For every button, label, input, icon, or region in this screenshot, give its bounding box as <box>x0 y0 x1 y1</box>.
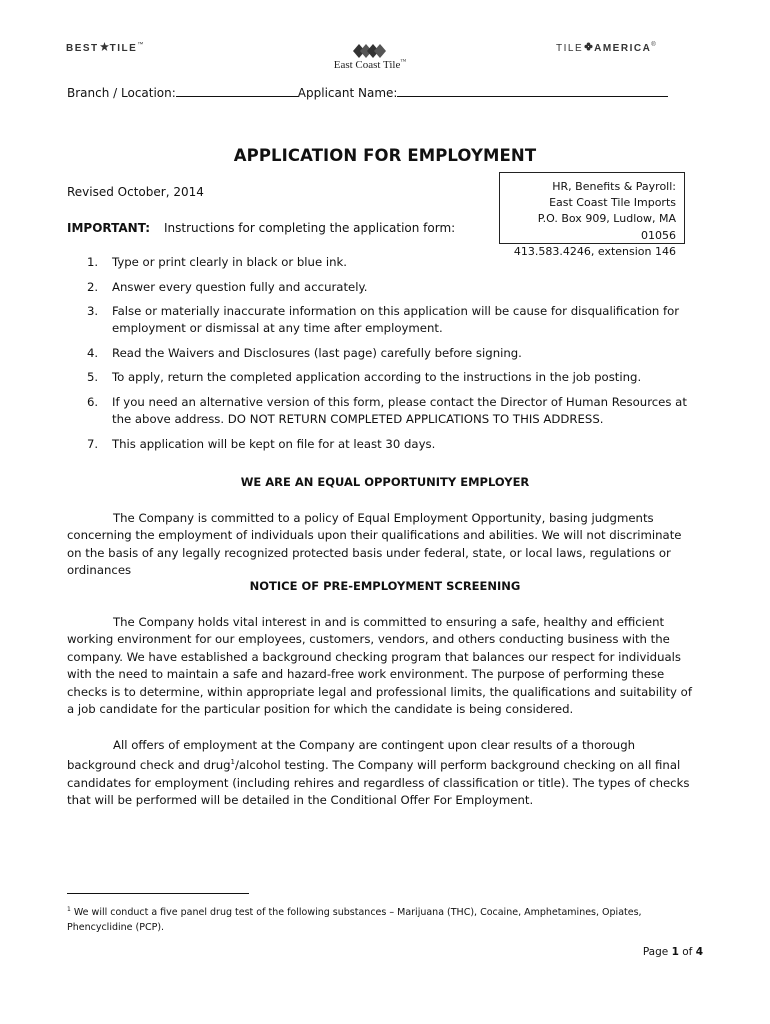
list-item-text: This application will be kept on file for at least 30 days. <box>112 436 436 451</box>
best-tile-logo <box>66 42 145 54</box>
list-item-number: 4. <box>87 345 99 360</box>
logo-right-tm: ® <box>651 42 658 48</box>
header-fields-row <box>67 84 668 100</box>
list-item-number: 1. <box>87 255 99 269</box>
screening-paragraph-2 <box>67 737 697 810</box>
footnote-text: We will conduct a five panel drug test of the following substances – Marijuana (THC), Cocaine, Amphetamines, Opiates, Phencyclidine (PCP). <box>67 907 642 934</box>
screening-p2-text-a: All offers of employment at the Company are contingent upon clear results of a thorough background check and drug <box>67 738 636 773</box>
important-line <box>67 221 455 235</box>
list-item-number: 3. <box>87 304 99 319</box>
branch-label: Branch / Location: <box>67 86 176 100</box>
tile-america-logo <box>556 42 657 54</box>
list-item-text: To apply, return the completed application according to the instructions in the job posting. <box>112 370 642 385</box>
page-of: of <box>678 946 696 958</box>
list-item-number: 6. <box>87 394 99 409</box>
east-coast-tile-logo <box>300 44 440 71</box>
list-item <box>67 345 692 362</box>
important-label: IMPORTANT: <box>67 221 151 235</box>
list-item-text: Answer every question fully and accurately. <box>112 279 368 294</box>
footnote <box>67 902 697 935</box>
logo-tm: ™ <box>137 42 145 48</box>
list-item-text: Type or print clearly in black or blue ink. <box>112 255 348 269</box>
logo-best-text: BEST <box>66 43 99 54</box>
hr-box-line1: HR, Benefits & Payroll: <box>552 180 676 193</box>
hr-box-line2: East Coast Tile Imports <box>549 196 676 210</box>
list-item-number: 7. <box>87 436 99 451</box>
list-item-number: 5. <box>87 370 99 385</box>
list-item <box>67 279 692 296</box>
applicant-name-label: Applicant Name: <box>297 86 398 100</box>
important-text: Instructions for completing the application form: <box>164 221 456 235</box>
screening-heading: NOTICE OF PRE-EMPLOYMENT SCREENING <box>249 579 521 593</box>
list-item-text: False or materially inaccurate information on this application will be cause for disqualification for employment or dismissal at any time after employment. <box>112 304 680 336</box>
logo-center-tm: ™ <box>400 59 407 65</box>
screening-p2-text-b: /alcohol testing. The Company will perform background checking on all final candidates for employment (including rehires and regardless of classification or title). The types of checks that will be performed will be detailed in the Conditional Offer For Employment. <box>67 758 690 808</box>
list-item-number: 2. <box>87 279 99 294</box>
screening-paragraph-1: The Company holds vital interest in and is committed to ensuring a safe, healthy and efficient working environment for our employees, customers, vendors, and others conducting business with the company. We have established a background checking program that balances our respect for individuals with the need to maintain a safe and hazard-free work environment. The purpose of performing these checks is to determine, within appropriate legal and professional limits, the qualifications and suitability of a job candidate for the particular position for which the candidate is being considered. <box>67 615 692 717</box>
logo-tile-text: TILE <box>109 43 138 54</box>
star-icon <box>100 42 109 54</box>
page-prefix: Page <box>642 946 672 958</box>
list-item-text: Read the Waivers and Disclosures (last page) carefully before signing. <box>112 345 522 360</box>
page-title: APPLICATION FOR EMPLOYMENT <box>233 146 537 165</box>
list-item <box>67 436 692 453</box>
page-current: 1 <box>671 946 679 958</box>
list-item-text: If you need an alternative version of this form, please contact the Director of Human Resources at the above address. DO NOT RETURN COMPLETED APPLICATIONS TO THIS ADDRESS. <box>112 394 687 426</box>
flower-icon <box>584 42 593 54</box>
list-item <box>67 303 692 337</box>
applicant-name-field[interactable] <box>397 84 668 97</box>
eoe-heading: WE ARE AN EQUAL OPPORTUNITY EMPLOYER <box>240 475 530 489</box>
list-item <box>67 394 692 428</box>
logo-center-name: East Coast Tile <box>333 59 401 71</box>
footnote-divider <box>67 893 249 894</box>
logo-right-america: AMERICA <box>594 43 652 54</box>
footnote-number: 1 <box>67 906 71 913</box>
instructions-list <box>67 254 692 460</box>
hr-box-line4: 413.583.4246, extension 146 <box>513 244 676 258</box>
hr-contact-box <box>499 172 685 258</box>
hr-box-line3: P.O. Box 909, Ludlow, MA 01056 <box>537 212 676 242</box>
logo-right-tile: TILE <box>556 43 584 54</box>
eoe-paragraph: The Company is committed to a policy of Equal Employment Opportunity, basing judgments concerning the employment of individuals upon their qualifications and abilities. We will not discriminate on the basis of any legally recognized protected basis under federal, state, or local laws, regulations or ordinances <box>67 511 682 578</box>
list-item <box>67 254 692 271</box>
page-number <box>620 946 703 958</box>
footnote-ref: 1 <box>230 758 235 767</box>
revised-date: Revised October, 2014 <box>67 185 204 199</box>
branch-location-field[interactable] <box>176 84 298 97</box>
diamond-tiles-icon <box>300 44 440 58</box>
page-total: 4 <box>695 946 703 958</box>
list-item <box>67 369 692 386</box>
